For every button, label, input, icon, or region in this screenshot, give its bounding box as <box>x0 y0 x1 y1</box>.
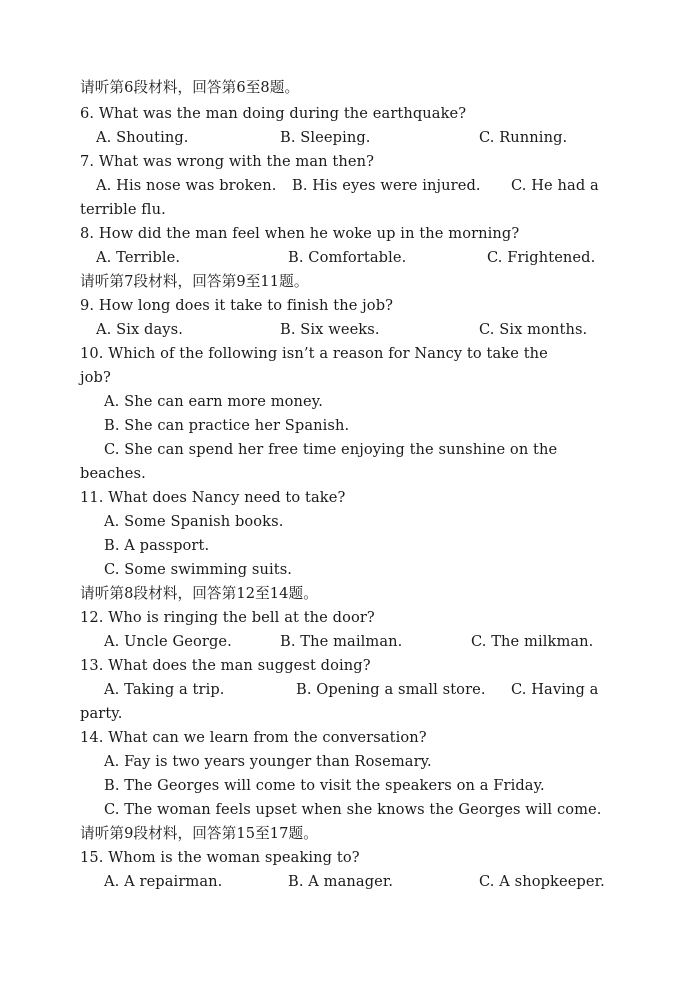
section-heading-9: 请听第9段材料，回答第15至17题。 <box>80 825 318 842</box>
q14-option-a: A. Fay is two years younger than Rosemary. <box>104 753 432 770</box>
question-14: 14. What can we learn from the conversation? <box>80 729 427 746</box>
question-13: 13. What does the man suggest doing? <box>80 657 371 674</box>
q7-option-a: A. His nose was broken. <box>96 177 277 194</box>
question-10: 10. Which of the following isn’t a reason for Nancy to take the <box>80 345 548 362</box>
q10-option-c: C. She can spend her free time enjoying the sunshine on the <box>104 441 558 458</box>
q15-option-b: B. A manager. <box>288 873 394 890</box>
q6-option-c: C. Running. <box>479 129 568 146</box>
section-heading-6: 请听第6段材料，回答第6至8题。 <box>80 79 300 96</box>
q12-option-c: C. The milkman. <box>471 633 594 650</box>
question-15: 15. Whom is the woman speaking to? <box>80 849 360 866</box>
q14-option-c: C. The woman feels upset when she knows the Georges will come. <box>104 801 602 818</box>
q10-option-a: A. She can earn more money. <box>104 393 323 410</box>
q12-option-b: B. The mailman. <box>280 633 403 650</box>
q13-option-c: C. Having a <box>511 681 599 698</box>
question-10-continued: job? <box>80 369 111 386</box>
q13-option-b: B. Opening a small store. <box>296 681 486 698</box>
question-11: 11. What does Nancy need to take? <box>80 489 346 506</box>
q7-option-c: C. He had a <box>511 177 599 194</box>
q13-option-a: A. Taking a trip. <box>104 681 225 698</box>
question-6: 6. What was the man doing during the earthquake? <box>80 105 467 122</box>
q7-option-c-continued: terrible flu. <box>80 201 166 218</box>
q8-option-c: C. Frightened. <box>487 249 596 266</box>
q9-option-c: C. Six months. <box>479 321 588 338</box>
question-12: 12. Who is ringing the bell at the door? <box>80 609 375 626</box>
q7-option-b: B. His eyes were injured. <box>292 177 481 194</box>
q11-option-c: C. Some swimming suits. <box>104 561 293 578</box>
q15-option-c: C. A shopkeeper. <box>479 873 605 890</box>
q6-option-a: A. Shouting. <box>96 129 189 146</box>
question-8: 8. How did the man feel when he woke up in the morning? <box>80 225 520 242</box>
q9-option-a: A. Six days. <box>96 321 183 338</box>
q8-option-b: B. Comfortable. <box>288 249 407 266</box>
q10-option-c-continued: beaches. <box>80 465 146 482</box>
q15-option-a: A. A repairman. <box>104 873 223 890</box>
section-heading-7: 请听第7段材料，回答第9至11题。 <box>80 273 309 290</box>
q11-option-a: A. Some Spanish books. <box>104 513 284 530</box>
q12-option-a: A. Uncle George. <box>104 633 232 650</box>
q10-option-b: B. She can practice her Spanish. <box>104 417 350 434</box>
section-heading-8: 请听第8段材料，回答第12至14题。 <box>80 585 318 602</box>
q14-option-b: B. The Georges will come to visit the speakers on a Friday. <box>104 777 545 794</box>
question-9: 9. How long does it take to finish the job? <box>80 297 394 314</box>
q6-option-b: B. Sleeping. <box>280 129 371 146</box>
q8-option-a: A. Terrible. <box>96 249 181 266</box>
question-7: 7. What was wrong with the man then? <box>80 153 375 170</box>
q9-option-b: B. Six weeks. <box>280 321 380 338</box>
q13-option-c-continued: party. <box>80 705 123 722</box>
q11-option-b: B. A passport. <box>104 537 210 554</box>
